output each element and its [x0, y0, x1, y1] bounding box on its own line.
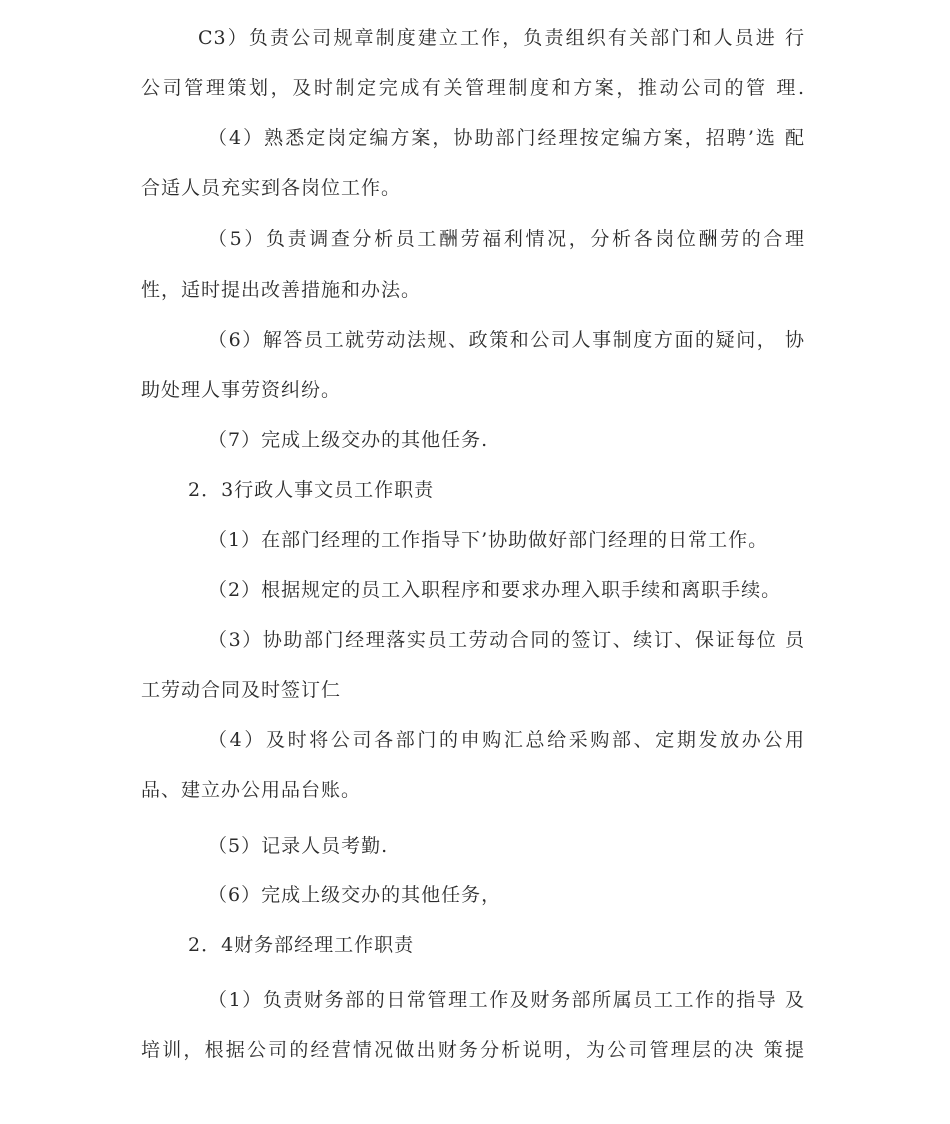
text-line: （6）解答员工就劳动法规、政策和公司人事制度方面的疑问， 协 — [208, 329, 805, 351]
text-line: （2）根据规定的员工入职程序和要求办理入职手续和离职手续。 — [208, 579, 782, 601]
text-line: （7）完成上级交办的其他任务. — [208, 429, 489, 451]
section-heading: 2．4财务部经理工作职责 — [188, 934, 415, 956]
text-line: （5）记录人员考勤. — [208, 835, 389, 857]
text-line: 工劳动合同及时签订仁 — [141, 679, 342, 701]
text-line: 助处理人事劳资纠纷。 — [141, 379, 342, 401]
text-line: （1）在部门经理的工作指导下’协助做好部门经理的日常工作。 — [208, 529, 769, 551]
text-line: 合适人员充实到各岗位工作。 — [141, 177, 402, 199]
text-line: （5）负责调查分析员工酬劳福利情况，分析各岗位酬劳的合理 — [208, 228, 805, 250]
text-line: C3）负责公司规章制度建立工作，负责组织有关部门和人员进 行 — [198, 27, 805, 49]
text-line: （1）负责财务部的日常管理工作及财务部所属员工工作的指导 及 — [208, 989, 805, 1011]
text-line: 性，适时提出改善措施和办法。 — [141, 279, 422, 301]
text-line: （6）完成上级交办的其他任务， — [208, 884, 502, 906]
text-line: （3）协助部门经理落实员工劳动合同的签订、续订、保证每位 员 — [208, 629, 805, 651]
text-line: 品、建立办公用品台账。 — [141, 779, 362, 801]
text-line: 公司管理策划，及时制定完成有关管理制度和方案，推动公司的管 理. — [141, 77, 805, 99]
section-heading: 2．3行政人事文员工作职责 — [188, 479, 435, 501]
text-line: （4）及时将公司各部门的申购汇总给采购部、定期发放办公用 — [208, 729, 805, 751]
text-line: （4）熟悉定岗定编方案，协助部门经理按定编方案，招聘’选 配 — [208, 127, 805, 149]
text-line: 培训，根据公司的经营情况做出财务分析说明，为公司管理层的决 策提 — [141, 1039, 805, 1061]
